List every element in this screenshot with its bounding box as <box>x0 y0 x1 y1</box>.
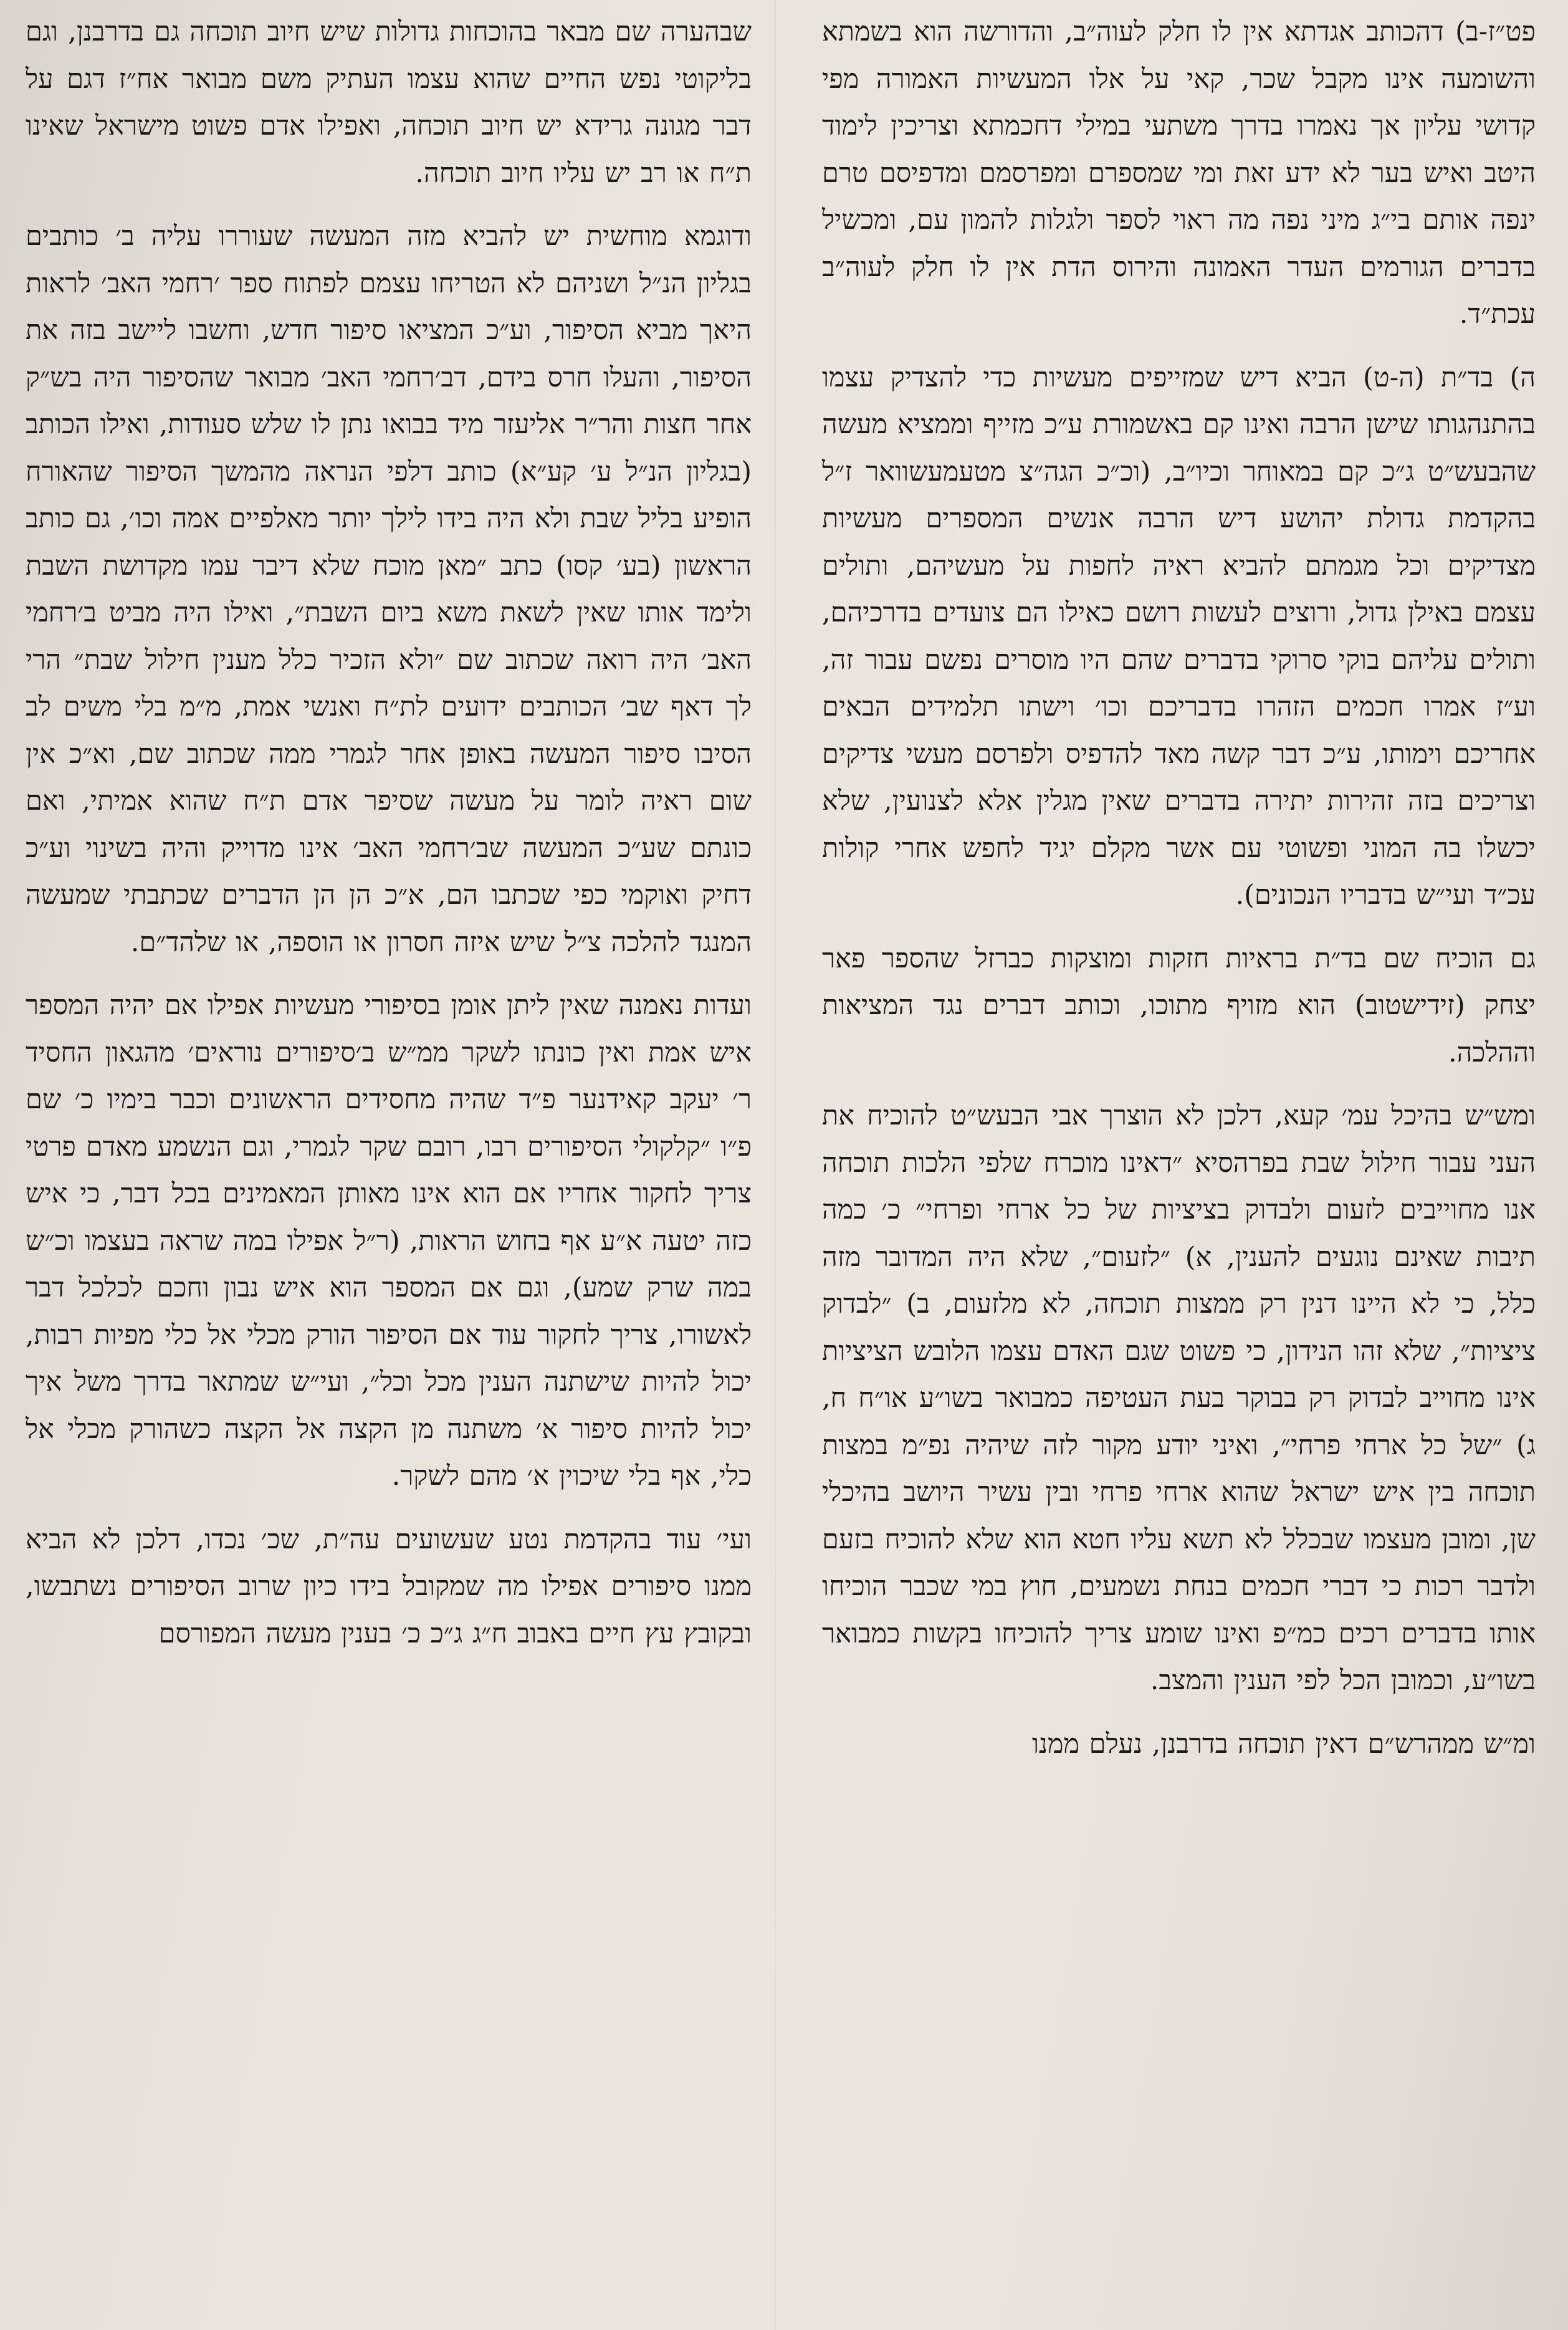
left-column <box>26 9 752 1674</box>
page-gutter <box>775 0 776 2330</box>
paragraph: ועדות נאמנה שאין ליתן אומן בסיפורי מעשיות אפילו אם יהיה המספר איש אמת ואין כונתו לשקר ממ״ש ב׳סיפורים נוראים׳ מהגאון החסיד ר׳ יעקב קאידנער פ״ד שהיה מחסידים הראשונים וכבר בימיו כ׳ שם פ״ו ״קלקולי הסיפורים רבו, רובם שקר לגמרי, וגם הנשמע מאדם פרטי צריך לחקור אחריו אם הוא אינו מאותן המאמינים בכל דבר, כי איש כזה יטעה א״ע אף בחוש הראות, (ר״ל אפילו במה שראה בעצמו וכ״ש במה שרק שמע), וגם אם המספר הוא איש נבון וחכם לכלכל דבר לאשורו, צריך לחקור עוד אם הסיפור הורק מכלי אל כלי מפיות רבות, יכול להיות שישתנה הענין מכל וכל״, ועי״ש שמתאר בדרך משל איך יכול להיות סיפור א׳ משתנה מן הקצה אל הקצה כשהורק מכלי אל כלי, אף בלי שיכוין א׳ מהם לשקר. <box>26 990 752 1492</box>
paragraph: ומש״ש בהיכל עמ׳ קעא, דלכן לא הוצרך אבי הבעש״ט להוכיח את העני עבור חילול שבת בפרהסיא ״דאינו מוכרח שלפי הלכות תוכחה אנו מחוייבים לזעום ולבדוק בציציות של כל ארחי ופרחי״ כ׳ כמה תיבות שאינם נוגעים להענין, א) ״לזעום״, שלא היה המדובר מזה כלל, כי לא היינו דנין רק ממצות תוכחה, לא מלזעום, ב) ״לבדוק ציציות״, שלא זהו הנידון, כי פשוט שגם האדם עצמו הלובש הציציות אינו מחוייב לבדוק רק בבוקר בעת העטיפה כמבואר בשו״ע או״ח ח, ג) ״של כל ארחי פרחי״, ואיני יודע מקור לזה שיהיה נפ״מ במצות תוכחה בין איש ישראל שהוא ארחי פרחי ובין עשיר היושב בהיכלי שן, ומובן מעצמו שבכלל לא תשא עליו חטא הוא שלא להוכיח בזעם ולדבר רכות כי דברי חכמים בנחת נשמעים, חוץ במי שכבר הוכיחו אותו בדברים רכים כמ״פ ואינו שומע צריך להוכיחו בקשות כמבואר בשו״ע, וכמובן הכל לפי הענין והמצב. <box>822 1100 1536 1696</box>
paragraph: גם הוכיח שם בד״ת בראיות חזקות ומוצקות כברזל שהספר פאר יצחק (זידישטוב) הוא מזויף מתוכו, וכותב דברים נגד המציאות וההלכה. <box>822 942 1536 1068</box>
paragraph: ה) בד״ת (ה-ט) הביא דיש שמזייפים מעשיות כדי להצדיק עצמו בהתנהגותו שישן הרבה ואינו קם באשמורת ע״כ מזייף וממציא מעשה שהבעש״ט ג״כ קם במאוחר וכיו״ב, (וכ״כ הגה״צ מטעמעשוואר ז״ל בהקדמת גדולת יהושע דיש הרבה אנשים המספרים מעשיות מצדיקים וכל מגמתם להביא ראיה לחפות על מעשיהם, ותולים עצמם באילן גדול, ורוצים לעשות רושם כאילו הם צועדים בדרכיהם, ותולים עליהם בוקי סרוקי בדברים שהם היו מוסרים נפשם עבור זה, וע״ז אמרו חכמים הזהרו בדבריכם וכו׳ וישתו תלמידים הבאים אחריכם וימותו, ע״כ דבר קשה מאד להדפיס ולפרסם מעשי צדיקים וצריכים בזה זהירות יתירה בדברים שאין מגלין אלא לצנועין, שלא יכשלו בה המוני ופשוטי עם אשר מקלם יגיד לחפש אחרי קולות עכ״ד ועי״ש בדבריו הנכונים). <box>822 362 1536 911</box>
paragraph: פט״ז-ב) דהכותב אגדתא אין לו חלק לעוה״ב, והדורשה הוא בשמתא והשומעה אינו מקבל שכר, קאי על אלו המעשיות האמורה מפי קדושי עליון אך נאמרו בדרך משתעי במילי דחכמתא וצריכין לימוד היטב ואיש בער לא ידע זאת ומי שמספרם ומפרסמם ומדפיסם טרם ינפה אותם בי״ג מיני נפה מה ראוי לספר ולגלות להמון עם, ומכשיל בדברים הגורמים העדר האמונה והירוס הדת אין לו חלק לעוה״ב עכת״ד. <box>822 16 1536 330</box>
paragraph: ומ״ש ממהרש״ם דאין תוכחה בדרבנן, נעלם ממנו <box>1032 1728 1536 1760</box>
right-column <box>822 9 1536 1784</box>
paragraph: ודוגמא מוחשית יש להביא מזה המעשה שעוררו עליה ב׳ כותבים בגליון הנ״ל ושניהם לא הטריחו עצמם לפתוח ספר ׳רחמי האב׳ לראות היאך מביא הסיפור, וע״כ המציאו סיפור חדש, וחשבו ליישב בזה את הסיפור, והעלו חרס בידם, דב׳רחמי האב׳ מבואר שהסיפור היה בש״ק אחר חצות והר״ר אליעזר מיד בבואו נתן לו שלש סעודות, ואילו הכותב (בגליון הנ״ל ע׳ קע״א) כותב דלפי הנראה מהמשך הסיפור שהאורח הופיע בליל שבת ולא היה בידו לילך יותר מאלפיים אמה וכו׳, גם כותב הראשון (בע׳ קסו) כתב ״מאן מוכח שלא דיבר עמו מקדושת השבת ולימד אותו שאין לשאת משא ביום השבת״, ואילו היה מביט ב׳רחמי האב׳ היה רואה שכתוב שם ״ולא הזכיר כלל מענין חילול שבת״ הרי לך דאף שב׳ הכותבים ידועים לת״ח ואנשי אמת, מ״מ בלי משים לב הסיבו סיפור המעשה באופן אחר לגמרי ממה שכתוב שם, וא״כ אין שום ראיה לומר על מעשה שסיפר אדם ת״ח שהוא אמיתי, ואם כונתם שע״כ המעשה שב׳רחמי האב׳ אינו מדוייק והיה בשינוי וע״כ דחיק ואוקמי כפי שכתבו הם, א״כ הן הן הדברים שכתבתי שמעשה המנגד להלכה צ״ל שיש איזה חסרון או הוספה, או שלהד״ם. <box>26 221 752 958</box>
paragraph: שבהערה שם מבאר בהוכחות גדולות שיש חיוב תוכחה גם בדרבנן, וגם בליקוטי נפש החיים שהוא עצמו העתיק משם מבואר אח״ז דגם על דבר מגונה גרידא יש חיוב תוכחה, ואפילו אדם פשוט מישראל שאינו ת״ח או רב יש עליו חיוב תוכחה. <box>26 16 752 189</box>
paragraph: ועי׳ עוד בהקדמת נטע שעשועים עה״ת, שכ׳ נכדו, דלכן לא הביא ממנו סיפורים אפילו מה שמקובל בידו כיון שרוב הסיפורים נשתבשו, ובקובץ עץ חיים באבוב ח״ג ג״כ כ׳ בענין מעשה המפורסם <box>26 1523 752 1649</box>
